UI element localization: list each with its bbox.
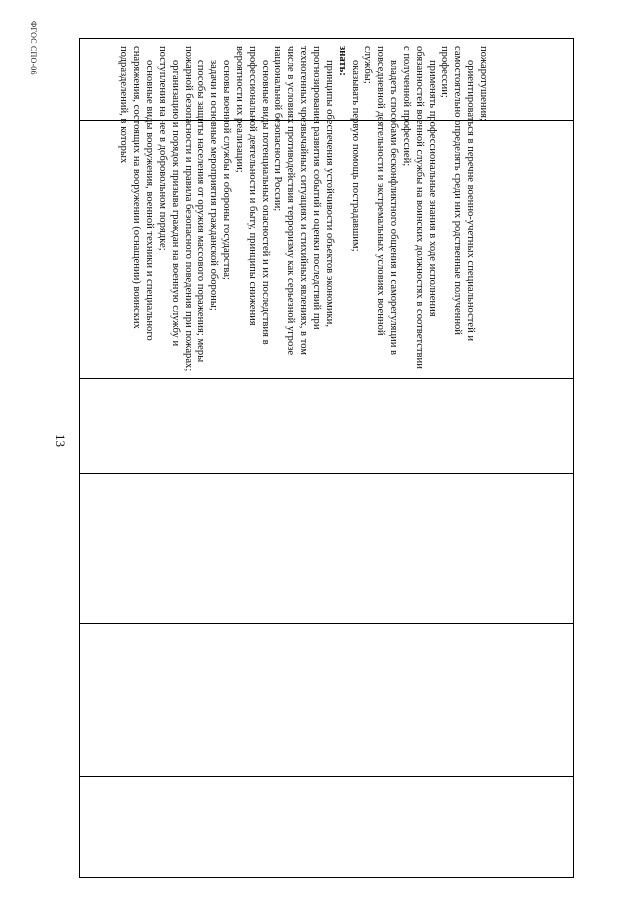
content-paragraph: оказывать первую помощь пострадавшим; (349, 60, 361, 252)
table-column-divider (80, 623, 573, 624)
document-table (79, 38, 574, 878)
content-paragraph: применять профессиональные знания в ходе исполнения обязанностей военной службы на воинских должностях в соответствии с полученной профессией; (400, 46, 438, 369)
content-paragraph: способы защиты населения от оружия массового поражения; меры пожарной безопасности и правила безопасного поведения при пожарах; (182, 46, 207, 372)
content-paragraph: задачи и основные мероприятия гражданской обороны; (208, 60, 220, 311)
page-number: 13 (53, 434, 68, 447)
section-heading: знать: (336, 46, 348, 76)
table-cell-competency-text (80, 40, 491, 379)
footer-standard-code: ФГОС СПО-06 (29, 21, 38, 75)
content-paragraph: пожаротушения; (478, 46, 489, 121)
table-column-divider (80, 473, 573, 474)
content-paragraph: ориентироваться в перечне военно-учетных специальностей и самостоятельно определять среди них родственные полученной профессии; (439, 46, 477, 342)
table-column-divider (80, 776, 573, 777)
content-paragraph: принципы обеспечения устойчивости объектов экономики, прогнозирования развития событий и оценки последствий при техногенных чрезвычайных ситуациях и стихийных явлениях, в том числе в условиях противодействия терроризму как серьезной угрозе национальной безопасности России; (272, 46, 335, 356)
content-paragraph: основные виды потенциальных опасностей и их последствия в профессиональной деятельности и быту, принципы снижения вероятности их реализации; (233, 46, 271, 345)
content-paragraph: основные виды вооружения, военной техники и специального снаряжения, состоящих на вооружении (оснащении) воинских подразделений, в которых (118, 46, 156, 341)
content-paragraph: основы военной службы и обороны государства; (221, 60, 233, 280)
content-paragraph: организацию и порядок призыва граждан на военную службу и поступления на нее в добровольном порядке; (156, 46, 181, 347)
content-paragraph: владеть способами бесконфликтного общения и саморегуляции в повседневной деятельности и экстремальных условиях военной службы; (362, 46, 400, 356)
